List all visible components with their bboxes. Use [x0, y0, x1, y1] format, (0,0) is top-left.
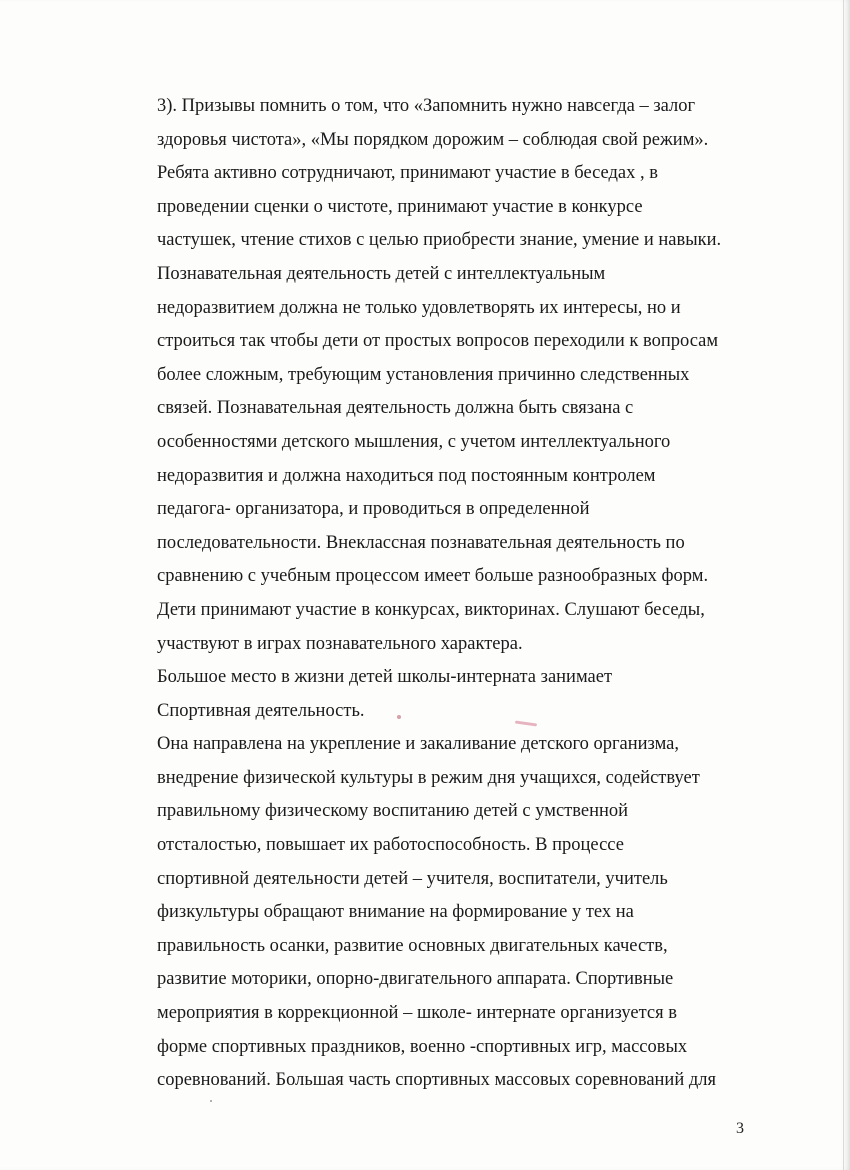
scan-speck [397, 715, 401, 719]
text-line: отсталостью, повышает их работоспособность. В процессе [157, 835, 624, 856]
text-line: Ребята активно сотрудничают, принимают участие в беседах , в [157, 163, 658, 184]
text-line: более сложным, требующим установления причинно следственных [157, 364, 690, 385]
text-line: Большое место в жизни детей школы-интерната занимает [157, 667, 613, 688]
text-line: особенностями детского мышления, с учетом интеллектуального [157, 431, 671, 452]
text-line: здоровья чистота», «Мы порядком дорожим – соблюдая свой режим». [157, 129, 709, 150]
text-line: Спортивная деятельность. [157, 700, 365, 721]
text-line: участвуют в играх познавательного характера. [157, 633, 523, 654]
text-line: соревнований. Большая часть спортивных массовых соревнований для [157, 1070, 717, 1091]
text-line: недоразвития и должна находиться под постоянным контролем [157, 465, 656, 486]
text-line: спортивной деятельности детей – учителя, воспитатели, учитель [157, 868, 668, 889]
text-line: правильному физическому воспитанию детей с умственной [157, 801, 629, 822]
text-line: частушек, чтение стихов с целью приобрести знание, умение и навыки. [157, 230, 722, 251]
text-line: Она направлена на укрепление и закаливание детского организма, [157, 734, 680, 755]
text-line: недоразвитием должна не только удовлетворять их интересы, но и [157, 297, 681, 318]
text-line: 3). Призывы помнить о том, что «Запомнить нужно навсегда – залог [157, 96, 696, 116]
text-line: последовательности. Внеклассная познавательная деятельность по [157, 532, 685, 553]
text-line: сравнению с учебным процессом имеет больше разнообразных форм. [157, 566, 709, 587]
text-line: Дети принимают участие в конкурсах, викторинах. Слушают беседы, [157, 599, 705, 620]
text-line: строиться так чтобы дети от простых вопросов переходили к вопросам [157, 331, 719, 352]
text-line: форме спортивных праздников, военно -спортивных игр, массовых [157, 1036, 688, 1057]
text-line: мероприятия в коррекционной – школе- интернате организуется в [157, 1003, 678, 1024]
body-text [157, 90, 757, 1098]
scan-speck [210, 1100, 212, 1102]
text-line: связей. Познавательная деятельность должна быть связана с [157, 398, 634, 419]
text-line: физкультуры обращают внимание на формирование у тех на [157, 902, 634, 923]
text-line: Познавательная деятельность детей с интеллектуальным [157, 263, 606, 284]
text-line: развитие моторики, опорно-двигательного аппарата. Спортивные [157, 969, 674, 990]
text-line: педагога- организатора, и проводиться в определенной [157, 499, 590, 520]
text-line: внедрение физической культуры в режим дня учащихся, содействует [157, 767, 700, 788]
page-number: 3 [736, 1120, 744, 1137]
text-line: проведении сценки о чистоте, принимают участие в конкурсе [157, 196, 643, 217]
page-edge [843, 0, 844, 1170]
text-line: правильность осанки, развитие основных двигательных качеств, [157, 935, 668, 956]
